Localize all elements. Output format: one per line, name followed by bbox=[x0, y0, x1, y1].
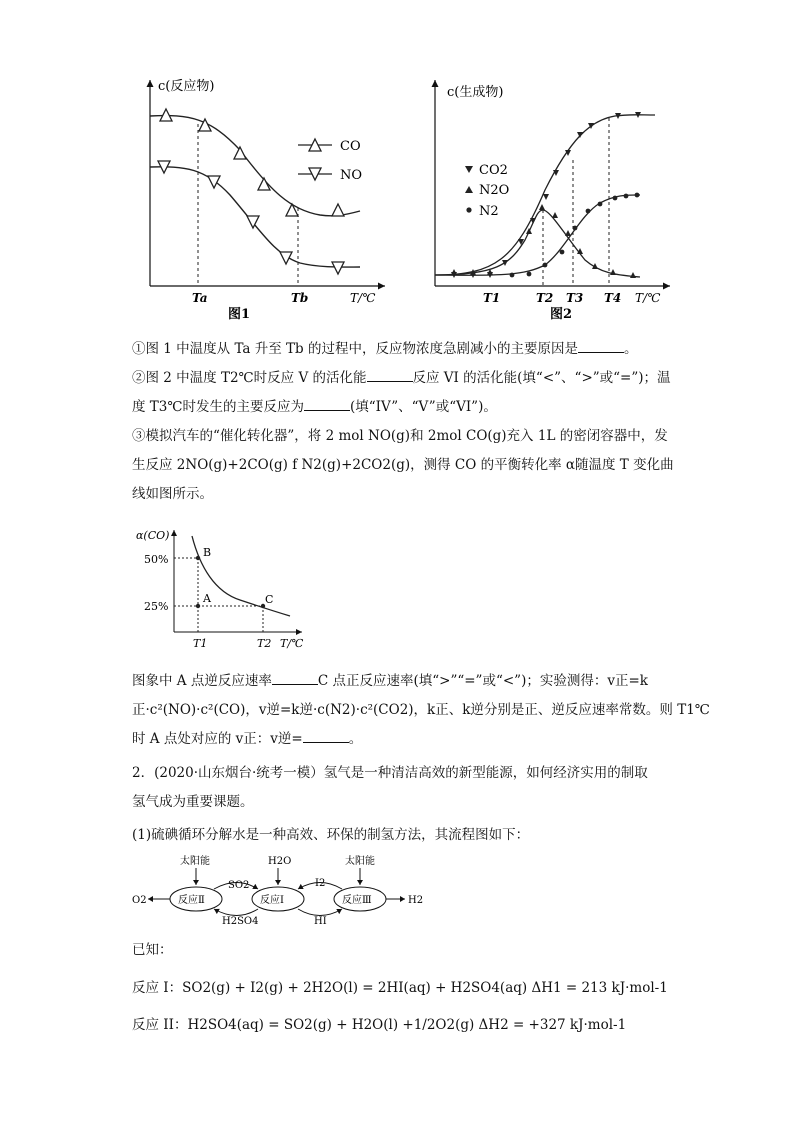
fig2-tick-t1: T1 bbox=[483, 291, 501, 305]
question-3a: ③模拟汽车的“催化转化器”，将 2 mol NO(g)和 2mol CO(g)充入 1L 的密闭容器中，发 bbox=[132, 428, 668, 444]
reaction-2: 反应 II：H2SO4(aq) = SO2(g) + H2O(l) +1/2O2(g) ΔH2 = +327 kJ·mol-1 bbox=[132, 1017, 627, 1033]
figure-2 bbox=[425, 70, 675, 320]
fig2-tick-t4: T4 bbox=[604, 291, 622, 305]
flow-diagram bbox=[130, 852, 430, 927]
fig1-co-curve bbox=[150, 116, 363, 216]
fig1-tick-ta: Ta bbox=[192, 291, 208, 305]
fig2-legend-n2: N2 bbox=[479, 204, 499, 219]
fig3-point-b: B bbox=[203, 546, 212, 559]
fig2-xlabel: T/℃ bbox=[635, 291, 661, 305]
question-4b: 正·c²(NO)·c²(CO)，v逆=k逆·c(N2)·c²(CO2)，k正、k逆分别是正、逆反应速率常数。则 T1℃ bbox=[132, 702, 710, 718]
flow-sun-left: 太阳能 bbox=[180, 856, 210, 867]
fig3-ylabel: α(CO) bbox=[136, 529, 170, 542]
figure-1 bbox=[130, 70, 390, 320]
flow-reaction-1: 反应Ⅰ bbox=[260, 895, 284, 906]
question-4a: 图象中 A 点逆反应速率 C 点正反应速率(填“>”“=”或“<”)；实验测得：v正=k bbox=[132, 668, 672, 694]
fig3-ytick-25: 25% bbox=[144, 600, 169, 613]
answer-blank[interactable] bbox=[578, 338, 624, 353]
fig1-co-markers bbox=[160, 109, 344, 216]
answer-blank[interactable] bbox=[367, 367, 413, 382]
flow-hi: HI bbox=[314, 916, 327, 927]
fig3-xtick-t2: T2 bbox=[257, 637, 272, 650]
question-4c: 时 A 点处对应的 v正：v逆= 。 bbox=[132, 726, 672, 752]
flow-reaction-2: 反应Ⅱ bbox=[178, 895, 205, 906]
question-2b: 度 T3℃时发生的主要反应为 (填“IV”、“V”或“VI”)。 bbox=[132, 394, 672, 420]
flow-h2: H2 bbox=[408, 895, 424, 906]
fig3-xlabel: T/℃ bbox=[280, 637, 304, 650]
fig2-caption: 图2 bbox=[550, 307, 573, 320]
fig3-point-a: A bbox=[203, 592, 211, 605]
question-3b: 生反应 2NO(g)+2CO(g) f N2(g)+2CO2(g)，测得 CO 的平衡转化率 α随温度 T 变化曲 bbox=[132, 457, 674, 473]
problem2-sub1: (1)硫碘循环分解水是一种高效、环保的制氢方法，其流程图如下： bbox=[132, 827, 530, 843]
question-2a: ②图 2 中温度 T2℃时反应 V 的活化能 反应 VI 的活化能(填“<”、“>”或“=”)；温 bbox=[132, 365, 672, 391]
flow-sun-right: 太阳能 bbox=[345, 856, 375, 867]
fig2-legend-n2o: N2O bbox=[479, 183, 510, 198]
fig1-caption: 图1 bbox=[228, 307, 251, 320]
fig2-tick-t3: T3 bbox=[566, 291, 584, 305]
question-1: ①图 1 中温度从 Ta 升至 Tb 的过程中，反应物浓度急剧减小的主要原因是 。 bbox=[132, 336, 672, 362]
fig1-legend-no: NO bbox=[340, 168, 363, 183]
answer-blank[interactable] bbox=[303, 728, 349, 743]
problem2-title-cont: 氢气成为重要课题。 bbox=[132, 794, 254, 810]
answer-blank[interactable] bbox=[304, 396, 350, 411]
flow-h2so4: H2SO4 bbox=[222, 916, 259, 927]
fig2-tick-t2: T2 bbox=[536, 291, 554, 305]
answer-blank[interactable] bbox=[272, 670, 318, 685]
known-label: 已知： bbox=[132, 942, 173, 958]
reaction-1: 反应 I：SO2(g) + I2(g) + 2H2O(l) = 2HI(aq) + H2SO4(aq) ΔH1 = 213 kJ·mol-1 bbox=[132, 980, 668, 996]
problem2-title: 2．(2020·山东烟台·统考一模）氢气是一种清洁高效的新型能源，如何经济实用的制取 bbox=[132, 765, 648, 781]
flow-h2o: H2O bbox=[268, 856, 292, 867]
fig1-tick-tb: Tb bbox=[291, 291, 309, 305]
flow-so2: SO2 bbox=[228, 880, 250, 891]
fig2-n2-markers bbox=[510, 193, 640, 278]
fig3-point-c: C bbox=[265, 593, 274, 606]
question-3c: 线如图所示。 bbox=[132, 486, 213, 502]
flow-o2: O2 bbox=[132, 895, 147, 906]
fig2-ylabel: c(生成物) bbox=[447, 85, 504, 100]
fig3-xtick-t1: T1 bbox=[193, 637, 208, 650]
fig1-legend-co: CO bbox=[340, 139, 361, 154]
fig2-legend-co2: CO2 bbox=[479, 163, 508, 178]
flow-reaction-3: 反应Ⅲ bbox=[342, 895, 372, 906]
flow-i2: I2 bbox=[315, 878, 326, 889]
fig1-ylabel: c(反应物) bbox=[158, 79, 215, 94]
fig3-ytick-50: 50% bbox=[144, 553, 169, 566]
fig1-xlabel: T/℃ bbox=[350, 291, 376, 305]
figure-3 bbox=[130, 522, 310, 657]
